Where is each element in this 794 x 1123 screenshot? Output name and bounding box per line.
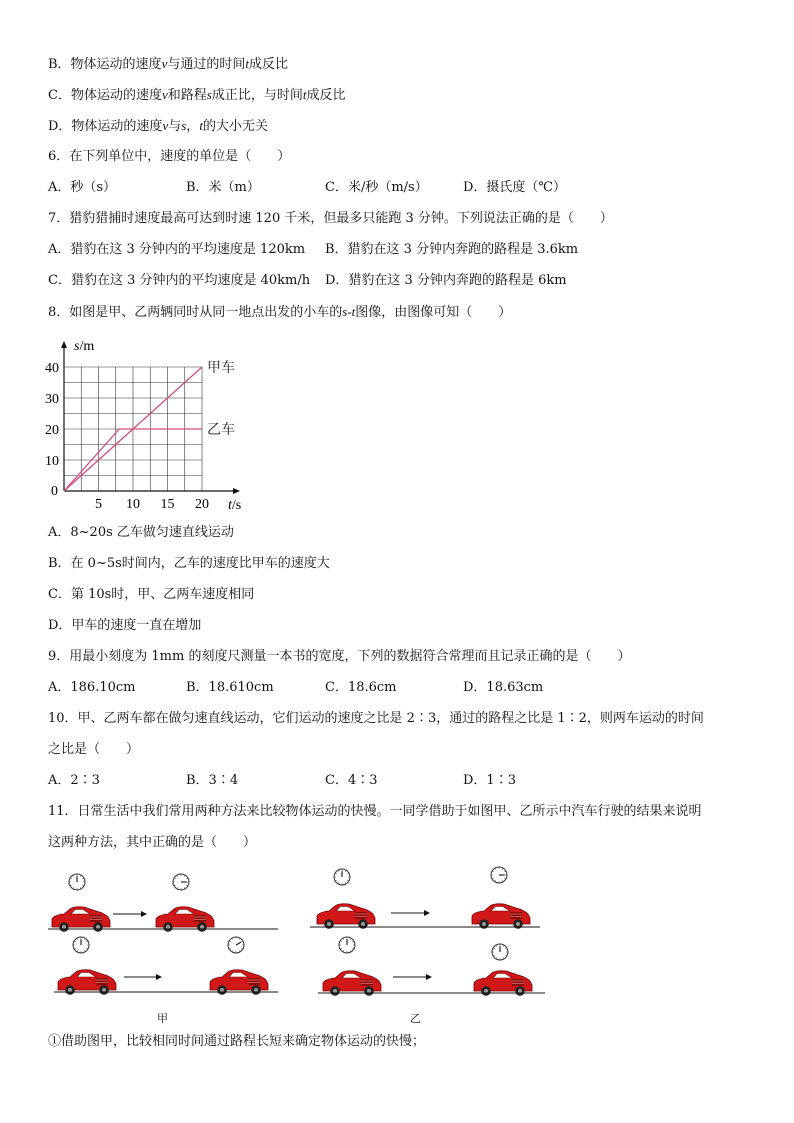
clock-icon bbox=[334, 869, 350, 885]
figure-caption-jia: 甲 bbox=[157, 1012, 168, 1025]
clock-icon bbox=[228, 937, 244, 953]
q8-option-b: B．在 0~5s时间内，乙车的速度比甲车的速度大 bbox=[48, 556, 330, 571]
clock-icon bbox=[69, 874, 85, 890]
y-tick-label: 30 bbox=[45, 392, 59, 407]
arrowhead-icon bbox=[141, 911, 147, 917]
q11-stem-line2: 这两种方法，其中正确的是（ ） bbox=[48, 835, 257, 850]
y-tick-label: 20 bbox=[45, 423, 59, 438]
q7-option-a: A．猎豹在这 3 分钟内的平均速度是 120km bbox=[48, 242, 306, 257]
q6-stem: 6．在下列单位中，速度的单位是（ ） bbox=[48, 149, 291, 164]
car-icon bbox=[210, 970, 268, 995]
x-axis-arrow bbox=[233, 488, 240, 494]
x-axis-label: t/s bbox=[228, 498, 242, 513]
car-icon bbox=[58, 970, 116, 995]
q10-option-b: B．3∶4 bbox=[186, 773, 239, 788]
clock-icon bbox=[491, 867, 507, 883]
q6-option-d: D．摄氏度（℃） bbox=[463, 180, 566, 195]
y-axis-arrow bbox=[61, 341, 67, 348]
arrowhead-icon bbox=[156, 974, 162, 980]
q7-option-c: C．猎豹在这 3 分钟内的平均速度是 40km/h bbox=[48, 273, 311, 288]
series-label-jia: 甲车 bbox=[207, 361, 235, 376]
x-tick-label: 5 bbox=[95, 497, 102, 512]
s-t-chart bbox=[40, 334, 260, 514]
q11-statement-1: ①借助图甲，比较相同时间通过路程长短来确定物体运动的快慢； bbox=[48, 1034, 426, 1049]
arrowhead-icon bbox=[426, 974, 432, 980]
q9-stem: 9．用最小刻度为 1mm 的刻度尺测量一本书的宽度，下列的数据符合常理而且记录正确的是（ ） bbox=[48, 649, 631, 664]
clock-icon bbox=[492, 944, 508, 960]
q9-option-b: B．18.610cm bbox=[186, 680, 274, 695]
q6-option-b: B．米（m） bbox=[186, 180, 260, 195]
car-icon bbox=[156, 907, 214, 932]
origin-label: 0 bbox=[51, 484, 58, 499]
chart-labels bbox=[45, 339, 241, 513]
q10-stem-line1: 10．甲、乙两车都在做匀速直线运动，它们运动的速度之比是 2∶3，通过的路程之比是 1∶2，则两车运动的时间 bbox=[48, 711, 704, 726]
q7-option-d: D．猎豹在这 3 分钟内奔跑的路程是 6km bbox=[325, 273, 567, 288]
clock-icon bbox=[339, 937, 355, 953]
q7-option-b: B．猎豹在这 3 分钟内奔跑的路程是 3.6km bbox=[325, 242, 579, 257]
q10-stem-line2: 之比是（ ） bbox=[48, 742, 140, 757]
y-axis-label: s/m bbox=[74, 339, 95, 354]
q6-option-c: C．米/秒（m/s） bbox=[325, 180, 428, 195]
y-tick-label: 10 bbox=[45, 454, 59, 469]
clock-icon bbox=[173, 874, 189, 890]
q5-option-b: B．物体运动的速度v与通过的时间t成反比 bbox=[48, 56, 288, 72]
q8-option-c: C．第 10s时，甲、乙两车速度相同 bbox=[48, 587, 255, 602]
car-icon bbox=[317, 904, 375, 929]
q7-stem: 7．猎豹猎捕时速度最高可达到时速 120 千米，但最多只能跑 3 分钟。下列说法正确的是（ ） bbox=[48, 211, 613, 226]
x-tick-label: 10 bbox=[126, 497, 140, 512]
arrowhead-icon bbox=[424, 910, 430, 916]
q8-option-a: A．8~20s 乙车做匀速直线运动 bbox=[48, 525, 234, 540]
q10-option-d: D．1∶3 bbox=[463, 773, 516, 788]
q6-option-a: A．秒（s） bbox=[48, 180, 117, 195]
car-icon bbox=[472, 904, 530, 929]
x-tick-label: 20 bbox=[195, 497, 209, 512]
car-icon bbox=[52, 907, 110, 932]
q5-option-c: C．物体运动的速度v和路程s成正比，与时间t成反比 bbox=[48, 87, 346, 103]
q9-option-c: C．18.6cm bbox=[325, 680, 397, 695]
q10-option-a: A．2∶3 bbox=[48, 773, 100, 788]
q8-stem: 8．如图是甲、乙两辆同时从同一地点出发的小车的s-t图像，由图像可知（ ） bbox=[48, 304, 512, 320]
q9-option-d: D．18.63cm bbox=[463, 680, 544, 695]
series-label-yi: 乙车 bbox=[207, 423, 235, 438]
q10-option-c: C．4∶3 bbox=[325, 773, 378, 788]
x-tick-label: 15 bbox=[160, 497, 175, 512]
q5-option-d: D．物体运动的速度v与s，t的大小无关 bbox=[48, 118, 268, 134]
q9-option-a: A．186.10cm bbox=[48, 680, 136, 695]
car-comparison-figure bbox=[40, 862, 560, 1002]
car-icon bbox=[474, 971, 532, 996]
y-tick-label: 40 bbox=[45, 361, 59, 376]
car-icon bbox=[323, 971, 381, 996]
q8-option-d: D．甲车的速度一直在增加 bbox=[48, 618, 202, 633]
figure-caption-yi: 乙 bbox=[410, 1012, 421, 1025]
q11-stem-line1: 11．日常生活中我们常用两种方法来比较物体运动的快慢。一同学借助于如图甲、乙所示中汽车行驶的结果来说明 bbox=[48, 804, 702, 819]
clock-icon bbox=[73, 937, 89, 953]
